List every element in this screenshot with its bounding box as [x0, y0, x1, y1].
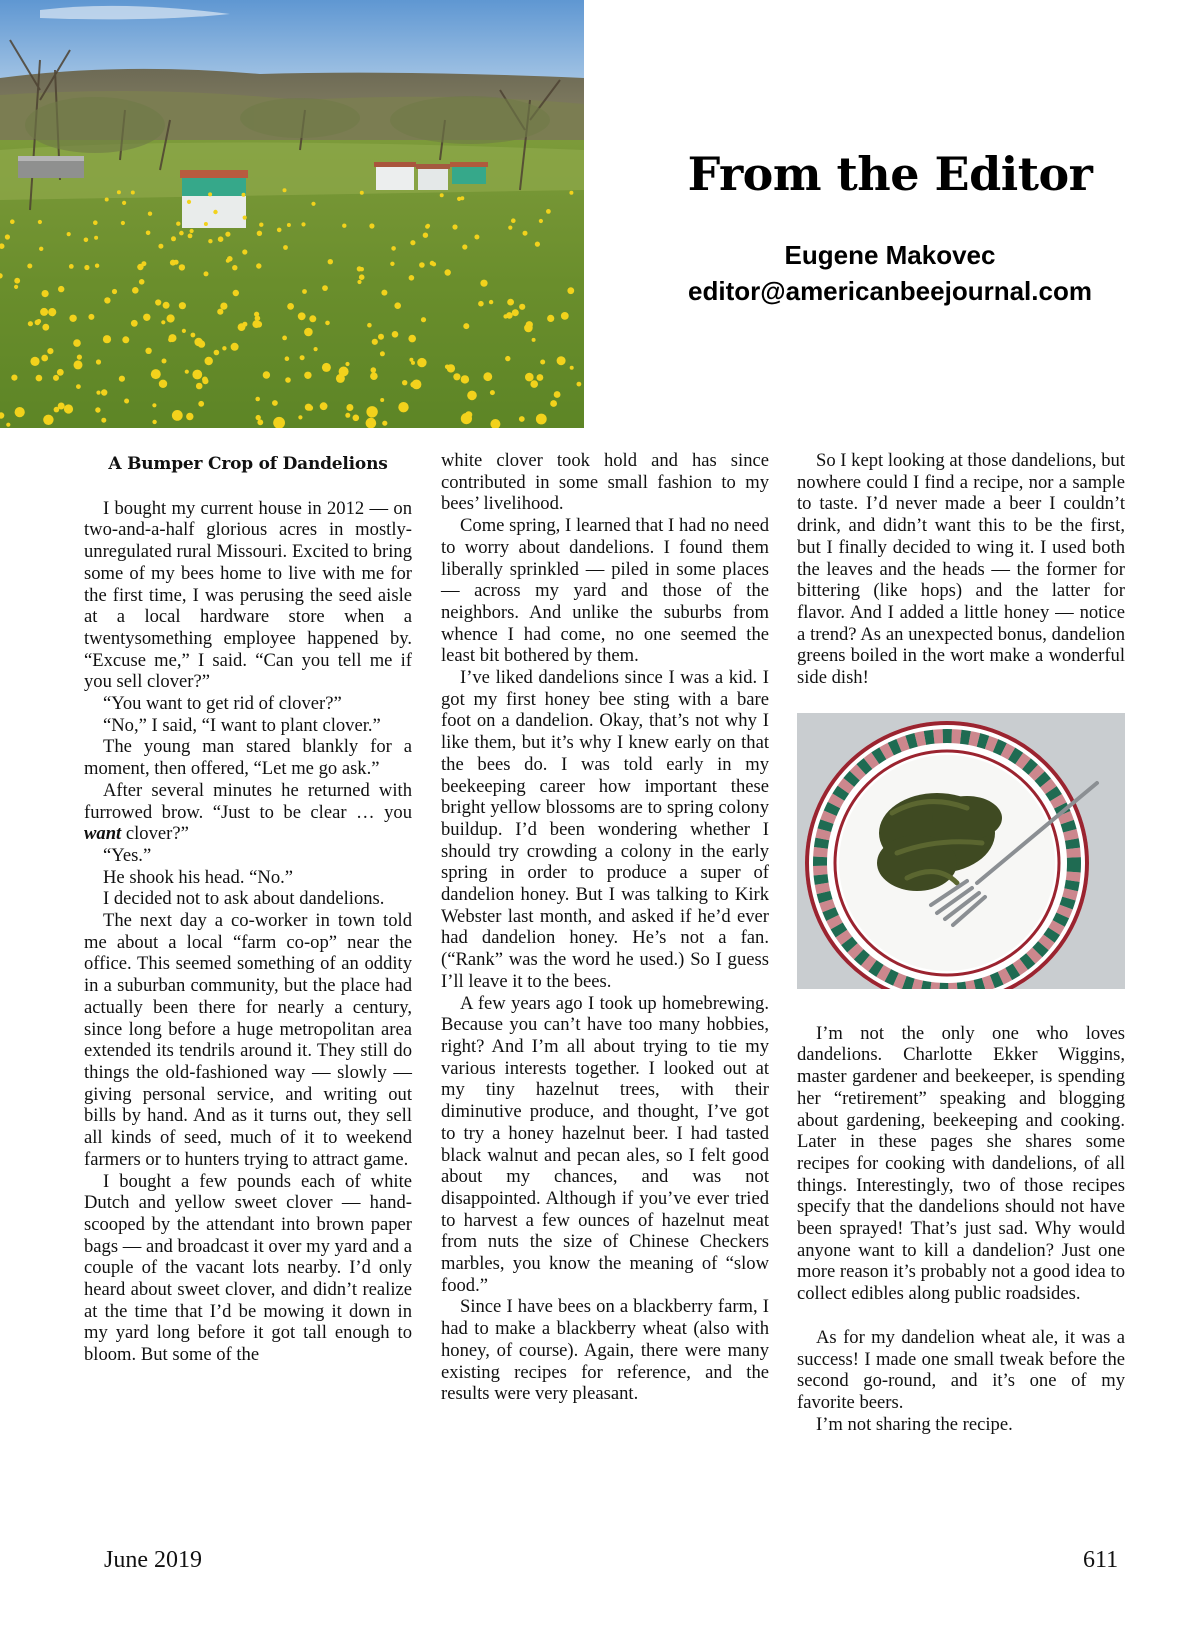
dandelion-flower — [10, 219, 15, 224]
paragraph: I’m not sharing the recipe. — [816, 1413, 1013, 1435]
paragraph: I decided not to ask about dandelions. — [103, 888, 385, 910]
dandelion-flower — [505, 356, 510, 361]
dandelion-flower — [255, 316, 261, 322]
dandelion-flower — [162, 359, 167, 364]
dandelion-flower — [168, 337, 173, 342]
dandelion-flower — [298, 312, 306, 320]
dandelion-flower — [238, 323, 246, 331]
dandelion-flower — [95, 407, 100, 412]
dandelion-flower — [6, 423, 10, 427]
dandelion-flower — [462, 244, 467, 249]
dandelion-flower — [74, 360, 83, 369]
paragraph: I bought my current house in 2012 — on two-and-a-half glorious acres in mostly-unregulated rural Missouri. Excited to bring some of my bees home to live with me for the first time, I was perusing the seed aisle at a local hardware store when a twentysomething employee happened by. “Excuse me,” I said. “Can you tell me if you sell clover?” — [84, 497, 412, 693]
dandelion-flower — [489, 300, 493, 304]
dandelion-flower — [452, 224, 457, 229]
dandelion-flower — [145, 348, 151, 354]
paragraph: Since I have bees on a blackberry farm, I had to make a blackberry wheat (also with honey, of course). Again, there were many existing recipes for reference, and the results were very pleasant. — [441, 1296, 769, 1405]
dandelion-flower — [96, 359, 101, 364]
dandelion-flower — [357, 280, 361, 284]
dandelion-flower — [370, 372, 378, 380]
dandelion-flower — [163, 302, 170, 309]
dandelion-flower — [187, 200, 191, 204]
article-column-2 — [441, 450, 769, 1405]
paragraph: A few years ago I took up homebrewing. Because you can’t have too many hobbies, right? And I’m all about trying to tie my various interests together. I looked out at my tiny hazelnut trees, with their diminutive produce, and thought, I’ve got to try a honey hazelnut beer. I had tasted black walnut and pecan ales, so I felt good about my chances, and was not disappointed. Although if you’ve ever tried to harvest a few ounces of hazelnut meat from nuts the size of Chinese Checkers marbles, you know the meaning of “slow food.” — [441, 992, 769, 1296]
dandelion-flower — [535, 242, 540, 247]
dandelion-flower — [314, 347, 318, 351]
dandelion-flower — [300, 355, 305, 360]
dandelion-flower — [256, 263, 261, 268]
dandelion-flower — [112, 289, 117, 294]
emphasis: want — [84, 823, 122, 845]
dandelion-flower — [146, 231, 151, 236]
dandelion-flower — [205, 357, 213, 365]
dandelion-flower — [256, 415, 261, 420]
dandelion-flower — [345, 413, 350, 418]
dandelion-flower — [182, 329, 186, 333]
dandelion-flower — [301, 222, 305, 226]
dandelion-flower — [490, 390, 495, 395]
dandelion-flower — [122, 336, 129, 343]
dandelion-flower — [96, 391, 100, 395]
dandelion-flower — [474, 235, 479, 240]
dandelion-flower — [36, 375, 43, 382]
dandelion-flower — [139, 279, 145, 285]
paragraph — [84, 780, 412, 845]
dandelion-flower — [95, 264, 99, 268]
dandelion-flower — [259, 223, 263, 227]
article-column-1 — [84, 450, 412, 1366]
dandelion-flower — [430, 261, 435, 266]
article-subhead: A Bumper Crop of Dandelions — [108, 454, 388, 474]
paragraph: The next day a co-worker in town told me about a local “farm co-op” near the office. This seemed something of an oddity in a suburban community, but the place had actually been there for nearly a century, since long before a huge metropolitan area extended its tendrils around it. They still do things the old-fashioned way — slowly — giving personal service, and writing out bills by hand. And as it turns out, they sell all kinds of seed, much of it to weekend farmers or to hunters trying to attract game. — [84, 910, 412, 1170]
dandelion-flower — [214, 350, 220, 356]
dandelion-flower — [104, 297, 110, 303]
dandelion-flower — [213, 210, 217, 214]
dandelion-flower — [298, 415, 302, 419]
dandelion-flower — [304, 328, 313, 337]
dandelion-flower — [453, 373, 460, 380]
dandelion-flower — [353, 415, 360, 422]
dandelion-flower — [402, 380, 407, 385]
dandelion-flower — [39, 247, 43, 251]
dandelion-flower — [225, 232, 230, 237]
paragraph-text: clover?” — [121, 823, 189, 845]
dandelion-flower — [503, 314, 507, 318]
dandelion-flower — [198, 401, 204, 407]
dandelion-flower — [242, 193, 246, 197]
dandelion-flower — [540, 360, 545, 365]
dandelion-flower — [447, 364, 455, 372]
dandelion-flower — [48, 308, 56, 316]
dandelion-flower — [43, 415, 53, 425]
dandelion-flower — [42, 324, 49, 331]
dandelion-flower — [84, 238, 89, 243]
dandelion-flower — [322, 285, 328, 291]
dandelion-flower — [73, 339, 81, 347]
dandelion-flower — [232, 265, 237, 270]
dandelion-flower — [14, 278, 20, 284]
dandelion-flower — [233, 290, 239, 296]
dandelion-flower — [483, 372, 492, 381]
dandelion-flower — [519, 416, 525, 422]
dandelion-flower — [122, 201, 126, 205]
dandelion-flower — [42, 290, 49, 297]
dandelion-flower — [537, 374, 544, 381]
dandelion-flower — [371, 367, 377, 373]
dandelion-flower — [307, 405, 313, 411]
dandelion-flower — [152, 420, 156, 424]
dandelion-flower — [342, 224, 346, 228]
dandelion-flower — [208, 192, 212, 196]
dandelion-flower — [158, 244, 163, 249]
dandelion-flower — [328, 259, 333, 264]
dandelion-flower — [325, 321, 330, 326]
dandelion-flower — [101, 418, 106, 423]
dandelion-flower — [508, 226, 512, 230]
dandelion-flower — [394, 302, 401, 309]
dandelion-flower — [320, 402, 328, 410]
author-email[interactable]: editor@americanbeejournal.com — [688, 276, 1092, 307]
paragraph: I’ve liked dandelions since I was a kid. I got my first honey bee sting with a bare foot on a dandelion. Okay, that’s not why I like them, but it’s why I knew early on that the bees do. I was told early in my beekeeping career how important these bright yellow blossoms are to spring colony buildup. I’d been wondering whether I should try crowding a colony in the early spring in order to produce a super of dandelion honey. But I was talking to Kirk Webster last month, and asked if he’d ever had dandelion honey. He’s not a fan. (“Rank” was the word he used.) So I guess I’ll leave it to the bees. — [441, 667, 769, 992]
dandelion-flower — [204, 222, 208, 226]
dandelion-flower — [392, 331, 399, 338]
dandelion-flower — [423, 233, 428, 238]
dandelion-flower — [204, 271, 209, 276]
dandelion-flower — [148, 212, 152, 216]
dandelion-flower — [409, 358, 413, 362]
dandelion-flower — [421, 317, 426, 322]
dandelion-flower — [255, 321, 262, 328]
dandelion-flower — [172, 410, 183, 421]
dandelion-flower — [222, 346, 226, 350]
dandelion-flower — [151, 369, 161, 379]
paragraph: The young man stared blankly for a moment, then offered, “Let me go ask.” — [84, 736, 412, 780]
dandelion-flower — [554, 391, 561, 398]
paragraph: “Yes.” — [103, 844, 152, 866]
dandelion-flower — [218, 236, 224, 242]
dandelion-flower — [176, 222, 180, 226]
dandelion-flower — [461, 375, 469, 383]
dandelion-flower — [461, 413, 472, 424]
dandelion-flower — [124, 399, 129, 404]
dandelion-flower — [58, 286, 64, 292]
dandelion-flower — [243, 216, 247, 220]
dandelion-flower — [242, 249, 247, 254]
dandelion-flower — [94, 236, 98, 240]
dandelion-flower — [194, 338, 202, 346]
dandelion-flower — [311, 202, 315, 206]
dandelion-flower — [226, 259, 230, 263]
dandelion-flower — [367, 323, 372, 328]
dandelion-flower — [192, 370, 202, 380]
dandelion-flower — [40, 308, 48, 316]
dandelion-flower — [463, 323, 469, 329]
dandelion-flower — [77, 355, 82, 360]
dandelion-flower — [390, 262, 394, 266]
dandelion-flower — [577, 382, 582, 387]
dandelion-flower — [381, 290, 387, 296]
dandelion-flower — [336, 374, 345, 383]
dandelion-flower — [208, 239, 212, 243]
dandelion-flower — [263, 371, 270, 378]
plate-photo — [797, 713, 1125, 989]
dandelion-flower — [161, 320, 165, 324]
dandelion-flower — [536, 414, 547, 425]
dandelion-flower — [525, 373, 534, 382]
dandelion-flower — [38, 220, 42, 224]
dandelion-flower — [360, 191, 364, 195]
dandelion-flower — [132, 287, 139, 294]
dandelion-flower — [410, 240, 415, 245]
dandelion-flower — [30, 357, 39, 366]
dandelion-flower — [41, 355, 48, 362]
dandelion-flower — [369, 223, 374, 228]
dandelion-flower — [155, 299, 161, 305]
paragraph: So I kept looking at those dandelions, but nowhere could I find a recipe, nor a sample to taste. I’d never made a beer I couldn’t drink, and didn’t want this to be the first, but I finally decided to wing it. I used both the leaves and the heads — the former for bittering (like hops) and the latter for flavor. And I added a little honey — notice a trend? As an unexpected bonus, dandelion greens boiled in the wort make a wonderful side dish! — [797, 450, 1125, 689]
dandelion-flower — [287, 223, 291, 227]
dandelion-flower — [143, 314, 150, 321]
dandelion-flower — [54, 407, 60, 413]
dandelion-flower — [524, 324, 533, 333]
dandelion-flower — [360, 267, 364, 271]
dandelion-flower — [345, 362, 349, 366]
dandelion-flower — [359, 274, 365, 280]
dandelion-flower — [167, 314, 175, 322]
paragraph: white clover took hold and has since contributed in some small fashion to my bees’ livelihood. — [441, 450, 769, 515]
dandelion-flower — [27, 264, 32, 269]
dandelion-flower — [550, 400, 557, 407]
dandelion-flower — [131, 191, 135, 195]
author-name: Eugene Makovec — [784, 240, 996, 271]
dandelion-flower — [121, 221, 125, 225]
dandelion-flower — [231, 343, 239, 351]
dandelion-flower — [53, 375, 59, 381]
dandelion-flower — [28, 321, 33, 326]
dandelion-flower — [539, 219, 543, 223]
hero-photo — [0, 0, 584, 428]
dandelion-flower — [101, 389, 107, 395]
dandelion-flower — [185, 370, 189, 374]
dandelion-flower — [412, 380, 422, 390]
dandelion-flower — [569, 191, 573, 195]
hero-photo-drawing — [0, 0, 584, 428]
dandelion-flower — [398, 402, 408, 412]
paragraph: “You want to get rid of clover?” — [103, 693, 342, 715]
dandelion-flower — [171, 236, 176, 241]
dandelion-flower — [512, 309, 519, 316]
dandelion-flower — [119, 376, 125, 382]
paragraph: He shook his head. “No.” — [103, 866, 294, 888]
dandelion-flower — [47, 348, 53, 354]
dandelion-flower — [191, 333, 196, 338]
page-number: 611 — [1083, 1547, 1119, 1573]
dandelion-flower — [67, 232, 71, 236]
dandelion-flower — [37, 319, 42, 324]
dandelion-flower — [567, 287, 574, 294]
dandelion-flower — [561, 312, 569, 320]
dandelion-flower — [478, 301, 484, 307]
dandelion-flower — [117, 190, 121, 194]
dandelion-flower — [507, 299, 514, 306]
dandelion-flower — [409, 275, 415, 281]
masthead — [610, 147, 1170, 307]
dandelion-flower — [380, 398, 384, 402]
dandelion-flower — [511, 218, 516, 223]
plate-photo-drawing — [797, 713, 1125, 989]
paragraph: I’m not the only one who loves dandelions. Charlotte Ekker Wiggins, master gardener and beekeeper, is spending her “retirement” speaking and blogging about gardening, beekeeping and cooking. Later in these pages she shares some recipes for cooking with dandelions, of all things. Interestingly, two of those recipes specify that the dandelions should not have been sprayed! That’s just sad. Why would anyone want to kill a dandelion? Just one more reason it’s probably not a good idea to collect edibles along public roadsides. — [797, 1022, 1125, 1305]
dandelion-flower — [179, 264, 185, 270]
dandelion-flower — [15, 407, 25, 417]
dandelion-flower — [5, 234, 10, 239]
dandelion-flower — [196, 383, 203, 390]
dandelion-flower — [174, 260, 179, 265]
dandelion-flower — [283, 245, 288, 250]
dandelion-flower — [366, 418, 377, 428]
dandelion-flower — [255, 397, 260, 402]
dandelion-flower — [69, 315, 76, 322]
dandelion-flower — [557, 356, 566, 365]
dandelion-flower — [419, 262, 425, 268]
dandelion-flower — [287, 303, 294, 310]
dandelion-flower — [309, 315, 316, 322]
dandelion-flower — [519, 304, 525, 310]
dandelion-flower — [523, 231, 528, 236]
dandelion-flower — [380, 351, 385, 356]
dandelion-flower — [302, 289, 307, 294]
paragraph: Come spring, I learned that I had no need to worry about dandelions. I found them liberally sprinkled — piled in some places — across my yard and those of the neighbors. And unlike the suburbs from whence I had come, no one seemed the least bit bothered by them. — [441, 515, 769, 667]
dandelion-flower — [425, 224, 429, 228]
dandelion-flower — [84, 265, 89, 270]
dandelion-flower — [93, 220, 98, 225]
dandelion-flower — [105, 198, 109, 202]
dandelion-flower — [57, 369, 64, 376]
dandelion-flower — [283, 188, 287, 192]
dandelion-flower — [277, 228, 282, 233]
dandelion-flower — [131, 320, 138, 327]
dandelion-flower — [346, 404, 353, 411]
dandelion-flower — [285, 377, 291, 383]
dandelion-flower — [532, 338, 536, 342]
dandelion-flower — [408, 335, 416, 343]
dandelion-flower — [467, 391, 477, 401]
dandelion-flower — [14, 285, 18, 289]
dandelion-flower — [11, 375, 17, 381]
dandelion-flower — [547, 315, 554, 322]
dandelion-flower — [322, 363, 331, 372]
dandelion-flower — [103, 335, 111, 343]
dandelion-flower — [304, 372, 311, 379]
dandelion-flower — [570, 366, 574, 370]
paragraph-text: After several minutes he returned with furrowed brow. “Just to be clear … you — [84, 779, 412, 823]
dandelion-flower — [530, 380, 538, 388]
dandelion-flower — [88, 314, 94, 320]
dandelion-flower — [378, 334, 384, 340]
dandelion-flower — [202, 377, 208, 383]
page-title: From the Editor — [687, 147, 1093, 201]
paragraph: “No,” I said, “I want to plant clover.” — [103, 714, 381, 736]
dandelion-flower — [179, 231, 184, 236]
dandelion-flower — [152, 403, 156, 407]
paragraph-gap — [797, 1305, 1125, 1327]
dandelion-flower — [186, 413, 193, 420]
dandelion-flower — [257, 231, 262, 236]
footer-date: June 2019 — [104, 1547, 202, 1573]
dandelion-flower — [159, 380, 167, 388]
dandelion-flower — [217, 309, 223, 315]
dandelion-flower — [220, 303, 227, 310]
dandelion-flower — [179, 302, 186, 309]
dandelion-flower — [188, 234, 193, 239]
dandelion-flower — [382, 421, 387, 426]
article-column-3 — [797, 450, 1125, 1435]
dandelion-flower — [64, 404, 73, 413]
dandelion-flower — [190, 229, 194, 233]
dandelion-flower — [480, 280, 487, 287]
paragraph: As for my dandelion wheat ale, it was a success! I made one small tweak before the second go-round, and it’s one of my favorite beers. — [797, 1326, 1125, 1413]
dandelion-flower — [391, 246, 396, 251]
dandelion-flower — [76, 384, 81, 389]
dandelion-flower — [69, 264, 74, 269]
dandelion-flower — [366, 406, 377, 417]
dandelion-flower — [282, 336, 287, 341]
paragraph: I bought a few pounds each of white Dutch and yellow sweet clover — hand-scooped by the attendant into brown paper bags — and broadcast it over my yard and a couple of the vacant lots nearby. I’d only heard about sweet clover, and didn’t realize at the time that I’d be mowing it down in my yard long before it got tall enough to bloom. But some of the — [84, 1170, 412, 1366]
dandelion-flower — [460, 196, 464, 200]
dandelion-flower — [372, 339, 378, 345]
dandelion-flower — [285, 356, 290, 361]
dandelion-flower — [440, 193, 444, 197]
dandelion-flower — [141, 261, 146, 266]
dandelion-flower — [445, 269, 451, 275]
dandelion-flower — [546, 209, 551, 214]
dandelion-flower — [417, 358, 426, 367]
dandelion-flower — [272, 400, 278, 406]
